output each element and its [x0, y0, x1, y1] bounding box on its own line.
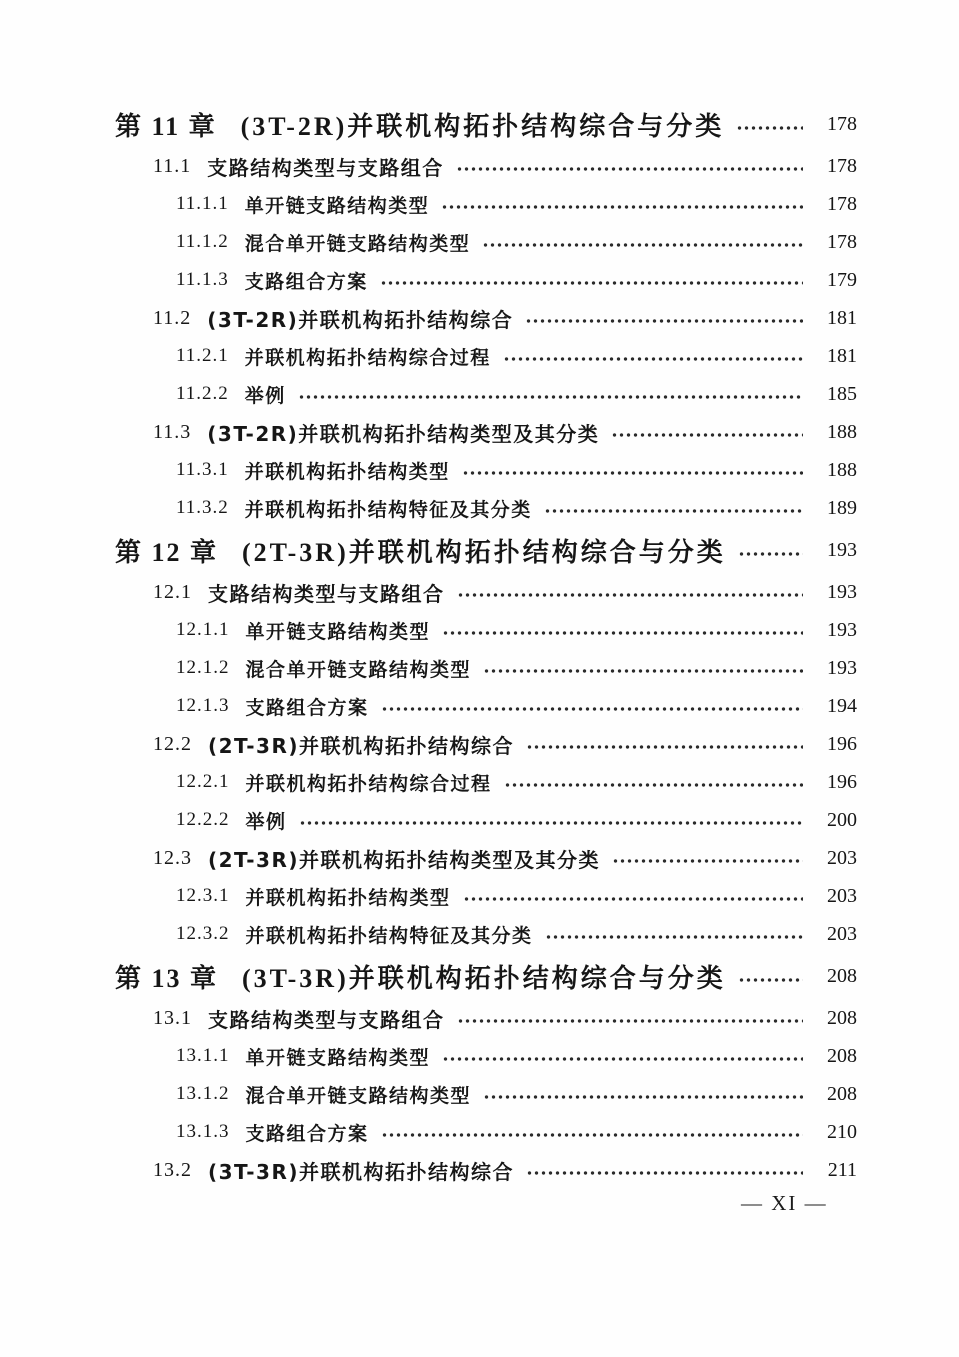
- toc-entry: [115, 999, 857, 1037]
- toc-entry-number: 12.1.2: [176, 657, 230, 678]
- dot-leader-icon: [504, 780, 803, 790]
- toc-entry: [115, 649, 857, 687]
- toc-entry-title: 举例: [245, 810, 287, 833]
- toc-entry-page: 178: [827, 192, 857, 215]
- toc-entry-number: 11.2.1: [176, 345, 229, 366]
- toc-entry: [115, 413, 857, 451]
- toc-entry: [115, 1113, 857, 1151]
- toc-entry-title: (3T-2R)并联机构拓扑结构类型及其分类: [207, 421, 600, 446]
- toc-entry: [115, 573, 857, 611]
- dot-leader-icon: [503, 354, 803, 364]
- toc-entry-number: 第 13 章: [115, 963, 219, 993]
- toc-entry: [115, 839, 857, 877]
- dot-leader-icon: [442, 628, 803, 638]
- toc-entry-number: 13.1: [153, 1006, 192, 1029]
- toc-entry: [115, 687, 857, 725]
- toc-entry-page: 181: [827, 306, 857, 329]
- toc-entry-page: 208: [827, 1006, 857, 1029]
- dot-leader-icon: [611, 430, 803, 440]
- toc-entry-number: 11.3.1: [176, 459, 229, 480]
- toc-entry-title: 支路结构类型与支路组合: [208, 581, 445, 606]
- toc-entry-title: 支路结构类型与支路组合: [208, 1007, 445, 1032]
- dot-leader-icon: [381, 1130, 803, 1140]
- toc-entry-page: 208: [827, 1044, 857, 1067]
- toc-entry-title: 支路组合方案: [244, 270, 368, 293]
- dot-leader-icon: [462, 468, 803, 478]
- toc-entry-title: 并联机构拓扑结构类型: [244, 460, 450, 483]
- toc-list: [115, 101, 857, 1189]
- toc-entry-number: 第 11 章: [115, 111, 217, 141]
- toc-entry: [115, 185, 857, 223]
- toc-entry-page: 194: [827, 694, 857, 717]
- dot-leader-icon: [545, 932, 803, 942]
- toc-entry-number: 12.2.2: [176, 809, 230, 830]
- dot-leader-icon: [526, 1168, 803, 1178]
- toc-entry: [115, 101, 857, 147]
- toc-entry-number: 12.1.3: [176, 695, 230, 716]
- toc-entry-page: 200: [827, 808, 857, 831]
- toc-entry-page: 203: [827, 846, 857, 869]
- toc-entry-title: 单开链支路结构类型: [244, 194, 430, 217]
- toc-entry-number: 11.2: [153, 306, 192, 329]
- toc-entry-number: 12.3.1: [176, 885, 230, 906]
- toc-entry-title: 混合单开链支路结构类型: [244, 232, 471, 255]
- dot-leader-icon: [299, 818, 803, 828]
- toc-entry-page: 179: [827, 268, 857, 291]
- dot-leader-icon: [441, 202, 803, 212]
- toc-entry-page: 193: [827, 538, 857, 561]
- toc-entry: [115, 527, 857, 573]
- toc-entry-number: 11.1: [153, 154, 192, 177]
- toc-entry-page: 178: [827, 154, 857, 177]
- toc-entry-number: 12.1.1: [176, 619, 230, 640]
- toc-entry-number: 11.3.2: [176, 497, 229, 518]
- dot-leader-icon: [738, 549, 803, 559]
- toc-entry: [115, 299, 857, 337]
- toc-entry: [115, 801, 857, 839]
- dot-leader-icon: [463, 894, 803, 904]
- dot-leader-icon: [544, 506, 803, 516]
- dot-leader-icon: [482, 240, 803, 250]
- toc-entry-title: (2T-3R)并联机构拓扑结构类型及其分类: [208, 847, 601, 872]
- toc-entry-title: 并联机构拓扑结构综合过程: [245, 772, 492, 795]
- toc-entry-page: 189: [827, 496, 857, 519]
- toc-entry-page: 178: [827, 112, 857, 135]
- toc-entry-number: 13.1.1: [176, 1045, 230, 1066]
- toc-entry-title: 并联机构拓扑结构特征及其分类: [244, 498, 532, 521]
- toc-entry: [115, 915, 857, 953]
- dot-leader-icon: [457, 590, 804, 600]
- toc-entry-title: 支路组合方案: [245, 1122, 369, 1145]
- dot-leader-icon: [526, 742, 803, 752]
- toc-entry-title: 单开链支路结构类型: [245, 620, 431, 643]
- toc-entry-page: 193: [827, 580, 857, 603]
- dot-leader-icon: [525, 316, 803, 326]
- toc-entry-title: 单开链支路结构类型: [245, 1046, 431, 1069]
- toc-entry: [115, 261, 857, 299]
- page-number-footer: — XI —: [741, 1191, 828, 1215]
- toc-entry: [115, 611, 857, 649]
- toc-entry-page: 193: [827, 656, 857, 679]
- toc-entry-title: 混合单开链支路结构类型: [245, 658, 472, 681]
- toc-entry-title: 并联机构拓扑结构类型: [245, 886, 451, 909]
- toc-entry-title: 并联机构拓扑结构综合过程: [244, 346, 491, 369]
- toc-entry-title: (3T-3R)并联机构拓扑结构综合与分类: [242, 963, 726, 993]
- toc-entry-number: 第 12 章: [115, 537, 219, 567]
- toc-entry-page: 196: [827, 732, 857, 755]
- toc-entry-page: 208: [827, 964, 857, 987]
- toc-entry-page: 208: [827, 1082, 857, 1105]
- toc-entry-page: 210: [827, 1120, 857, 1143]
- dot-leader-icon: [456, 164, 803, 174]
- dot-leader-icon: [381, 704, 803, 714]
- dot-leader-icon: [380, 278, 803, 288]
- toc-entry-number: 11.1.3: [176, 269, 229, 290]
- toc-entry-number: 13.2: [153, 1158, 192, 1181]
- toc-entry: [115, 375, 857, 413]
- dot-leader-icon: [612, 856, 803, 866]
- toc-entry-number: 13.1.2: [176, 1083, 230, 1104]
- toc-entry-number: 11.3: [153, 420, 192, 443]
- toc-entry: [115, 953, 857, 999]
- toc-entry: [115, 1075, 857, 1113]
- toc-entry: [115, 877, 857, 915]
- toc-entry-page: 193: [827, 618, 857, 641]
- toc-entry-number: 12.2.1: [176, 771, 230, 792]
- toc-entry: [115, 451, 857, 489]
- toc-entry-title: 混合单开链支路结构类型: [245, 1084, 472, 1107]
- toc-entry: [115, 763, 857, 801]
- dot-leader-icon: [738, 975, 803, 985]
- toc-entry-page: 188: [827, 420, 857, 443]
- dot-leader-icon: [298, 392, 803, 402]
- toc-entry-number: 11.2.2: [176, 383, 229, 404]
- toc-entry-page: 203: [827, 922, 857, 945]
- toc-entry-title: (2T-3R)并联机构拓扑结构综合: [208, 733, 515, 758]
- toc-entry-number: 12.3: [153, 846, 192, 869]
- toc-entry-number: 12.2: [153, 732, 192, 755]
- toc-entry-title: 并联机构拓扑结构特征及其分类: [245, 924, 533, 947]
- toc-entry-page: 211: [827, 1158, 857, 1181]
- toc-entry-title: (3T-2R)并联机构拓扑结构综合与分类: [240, 111, 725, 141]
- toc-entry-page: 196: [827, 770, 857, 793]
- toc-entry: [115, 1151, 857, 1189]
- toc-entry-title: (3T-2R)并联机构拓扑结构综合: [207, 307, 514, 332]
- toc-entry: [115, 725, 857, 763]
- toc-entry: [115, 1037, 857, 1075]
- toc-entry: [115, 337, 857, 375]
- dot-leader-icon: [457, 1016, 804, 1026]
- dot-leader-icon: [483, 666, 803, 676]
- toc-entry: [115, 147, 857, 185]
- toc-entry-page: 203: [827, 884, 857, 907]
- toc-entry: [115, 223, 857, 261]
- toc-entry-title: 支路结构类型与支路组合: [207, 155, 444, 180]
- dot-leader-icon: [736, 123, 803, 133]
- toc-entry-title: (3T-3R)并联机构拓扑结构综合: [208, 1159, 515, 1184]
- toc-entry-number: 12.1: [153, 580, 192, 603]
- toc-entry-number: 11.1.2: [176, 231, 229, 252]
- toc-entry-page: 188: [827, 458, 857, 481]
- toc-entry-number: 11.1.1: [176, 193, 229, 214]
- dot-leader-icon: [483, 1092, 803, 1102]
- toc-entry-number: 13.1.3: [176, 1121, 230, 1142]
- toc-entry: [115, 489, 857, 527]
- toc-entry-page: 185: [827, 382, 857, 405]
- toc-entry-page: 178: [827, 230, 857, 253]
- dot-leader-icon: [442, 1054, 803, 1064]
- toc-entry-number: 12.3.2: [176, 923, 230, 944]
- toc-entry-title: 举例: [244, 384, 286, 407]
- toc-entry-title: (2T-3R)并联机构拓扑结构综合与分类: [242, 537, 726, 567]
- toc-entry-page: 181: [827, 344, 857, 367]
- toc-entry-title: 支路组合方案: [245, 696, 369, 719]
